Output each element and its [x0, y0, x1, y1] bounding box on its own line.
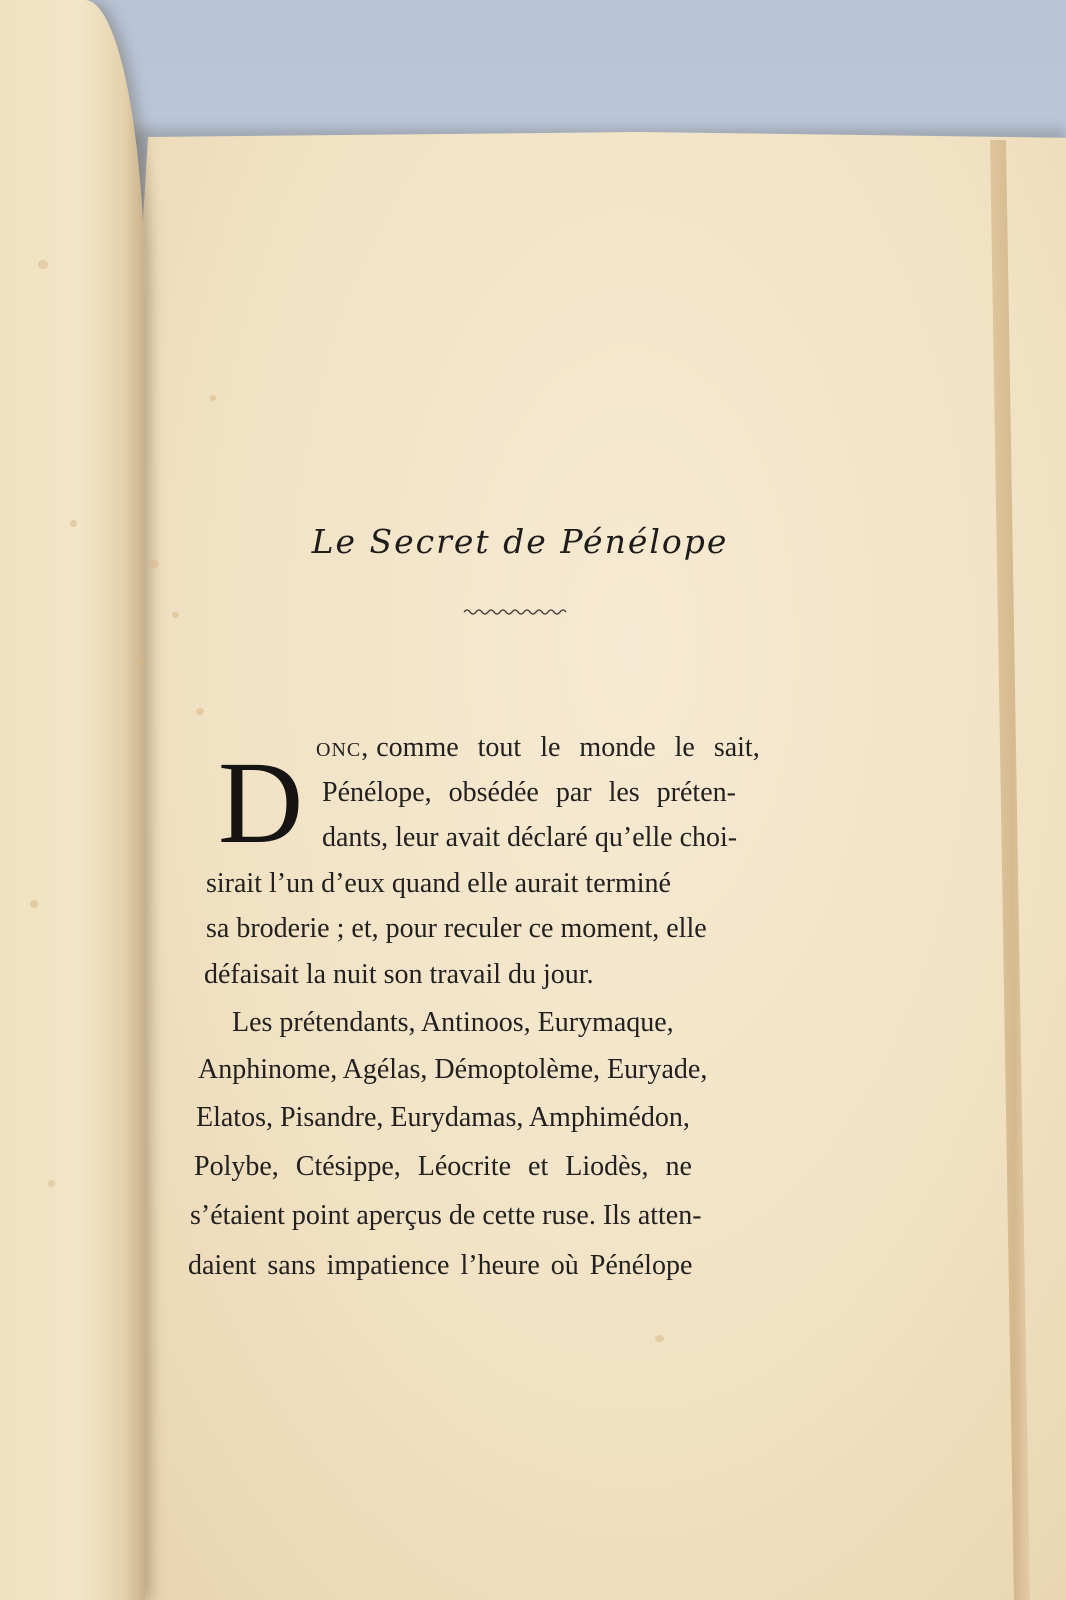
- drop-cap: D: [218, 737, 304, 868]
- text-line-12: daient sans impatience l’heure où Pénélope: [188, 1250, 693, 1281]
- foxing-spot: [210, 395, 216, 401]
- text-line-11: s’étaient point aperçus de cette ruse. Ils atten-: [190, 1200, 702, 1231]
- text-line-9: Elatos, Pisandre, Eurydamas, Amphimédon,: [196, 1102, 690, 1133]
- wavy-rule-icon: [462, 606, 572, 618]
- foxing-spot: [150, 560, 159, 568]
- foxing-spot: [48, 1180, 55, 1187]
- text-line-8: Anphinome, Agélas, Démoptolème, Euryade,: [198, 1054, 708, 1085]
- text-line-3: dants, leur avait déclaré qu’elle choi-: [322, 822, 738, 853]
- text-line-1: [316, 732, 760, 764]
- foxing-spot: [38, 260, 48, 269]
- text-line-4: sirait l’un d’eux quand elle aurait terminé: [206, 868, 671, 899]
- foxing-spot: [655, 1335, 664, 1342]
- first-word: onc,: [316, 732, 370, 763]
- foxing-spot: [196, 708, 204, 715]
- foxing-spot: [30, 900, 38, 908]
- text-line-6: défaisait la nuit son travail du jour.: [204, 959, 594, 990]
- text-line-5: sa broderie ; et, pour reculer ce moment, elle: [206, 913, 707, 944]
- foxing-spot: [138, 660, 144, 666]
- line-text: comme tout le monde le sait,: [376, 732, 760, 763]
- text-line-7: Les prétendants, Antinoos, Eurymaque,: [232, 1007, 674, 1038]
- text-line-10: Polybe, Ctésippe, Léocrite et Liodès, ne: [194, 1151, 692, 1182]
- text-line-2: Pénélope, obsédée par les préten-: [322, 777, 736, 808]
- foxing-spot: [172, 612, 179, 618]
- chapter-title: Le Secret de Pénélope: [311, 522, 729, 561]
- left-page: [0, 0, 145, 1600]
